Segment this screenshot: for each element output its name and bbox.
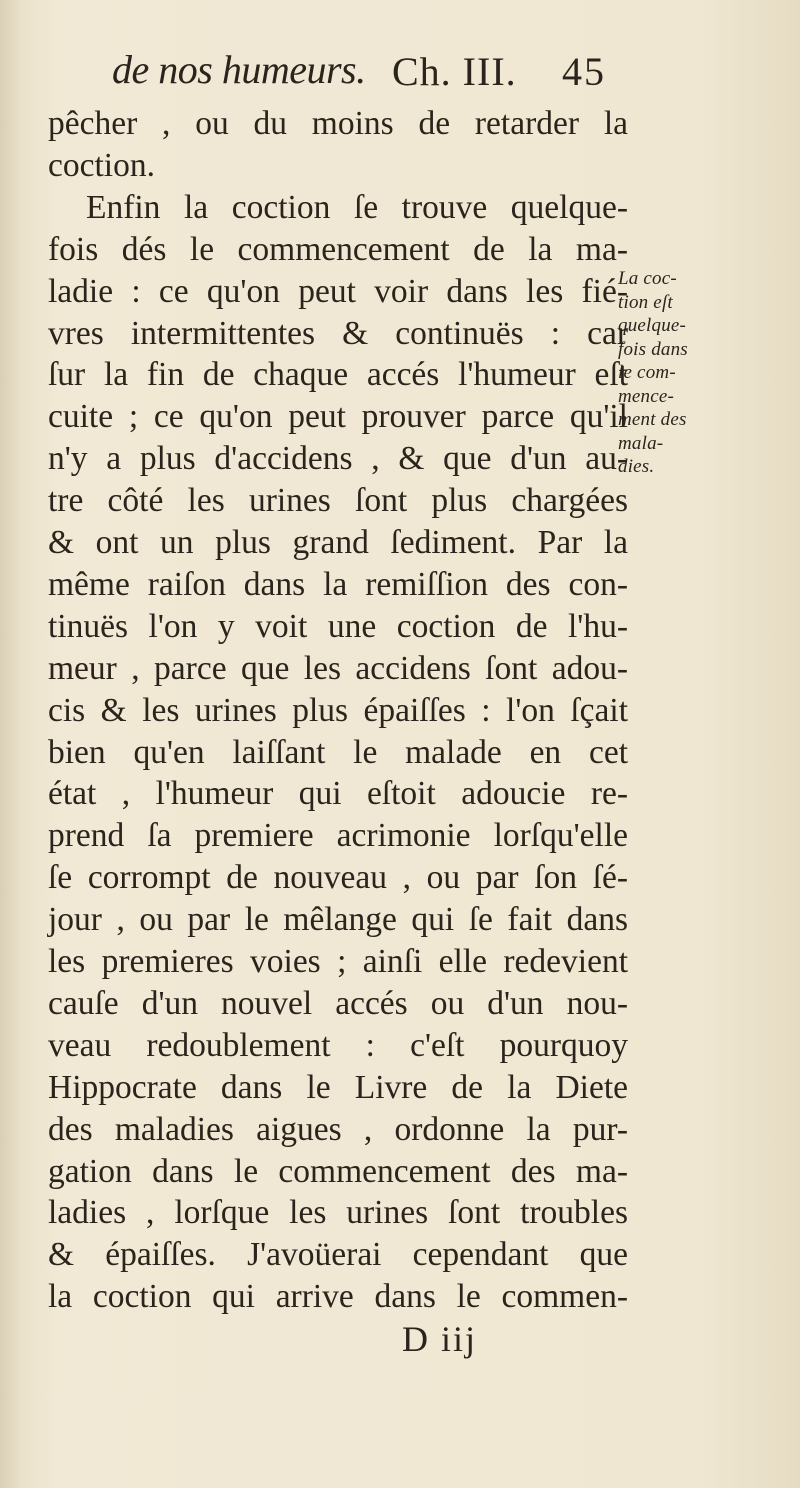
text-line: meur , parce que les accidens ſont adou- <box>48 649 628 687</box>
running-head-title: de nos humeurs. <box>112 47 366 92</box>
text-line: des maladies aigues , ordonne la pur- <box>48 1110 628 1148</box>
marginal-note-line: ment des <box>618 409 687 430</box>
marginal-note-line: le com- <box>618 362 676 383</box>
marginal-note-line: mala- <box>618 432 664 454</box>
chapter-label: Ch. III. <box>392 49 517 94</box>
marginal-note-line: La coc- <box>618 268 677 289</box>
text-line: ladies , lorſque les urines ſont troubles <box>48 1194 628 1232</box>
text-line: & ont un plus grand ſediment. Par la <box>48 524 628 561</box>
text-line: état , l'humeur qui eſtoit adoucie re- <box>48 775 628 813</box>
marginal-note-line: fois dans <box>618 338 688 360</box>
marginal-note-line: mence- <box>618 385 675 407</box>
text-line: ſur la fin de chaque accés l'humeur eſt <box>48 356 628 394</box>
text-line: cuite ; ce qu'on peut prouver parce qu'il <box>48 398 628 436</box>
signature-mark: D iij <box>402 1319 478 1359</box>
text-line: tinuës l'on y voit une coction de l'hu- <box>48 607 628 645</box>
text-line: ladie : ce qu'on peut voir dans les fié- <box>48 272 628 310</box>
text-line: coction. <box>48 146 155 184</box>
text-line: cis & les urines plus épaiſſes : l'on ſçait <box>48 691 628 729</box>
text-line: Enfin la coction ſe trouve quelque- <box>86 188 628 226</box>
marginal-note-line: tion eſt <box>618 291 673 313</box>
text-line: bien qu'en laiſſant le malade en cet <box>48 733 628 771</box>
text-line: la coction qui arrive dans le commen- <box>48 1278 628 1316</box>
marginal-note-line: dies. <box>618 456 655 477</box>
text-line: tre côté les urines ſont plus chargées <box>48 482 628 520</box>
text-line: & épaiſſes. J'avoüerai cependant que <box>48 1236 628 1274</box>
text-line: veau redoublement : c'eſt pourquoy <box>48 1026 628 1064</box>
marginal-note-line: quelque- <box>618 315 687 336</box>
text-line: gation dans le commencement des ma- <box>48 1152 628 1190</box>
text-line: prend ſa premiere acrimonie lorſqu'elle <box>48 817 628 855</box>
text-line: ſe corrompt de nouveau , ou par ſon ſé- <box>48 859 628 897</box>
text-line: fois dés le commencement de la ma- <box>48 230 628 268</box>
text-line: cauſe d'un nouvel accés ou d'un nou- <box>48 984 628 1022</box>
page-number: 45 <box>562 49 606 94</box>
running-head <box>112 46 652 106</box>
text-line: Hippocrate dans le Livre de la Diete <box>48 1068 628 1106</box>
text-line: pêcher , ou du moins de retarder la <box>48 105 628 142</box>
text-line: vres intermittentes & continuës : car <box>48 314 628 352</box>
text-line: jour , ou par le mêlange qui ſe fait dans <box>48 901 628 939</box>
text-line: même raiſon dans la remiſſion des con- <box>48 565 628 603</box>
text-line: n'y a plus d'accidens , & que d'un au- <box>48 440 628 478</box>
text-line: les premieres voies ; ainſi elle redevient <box>48 943 628 980</box>
